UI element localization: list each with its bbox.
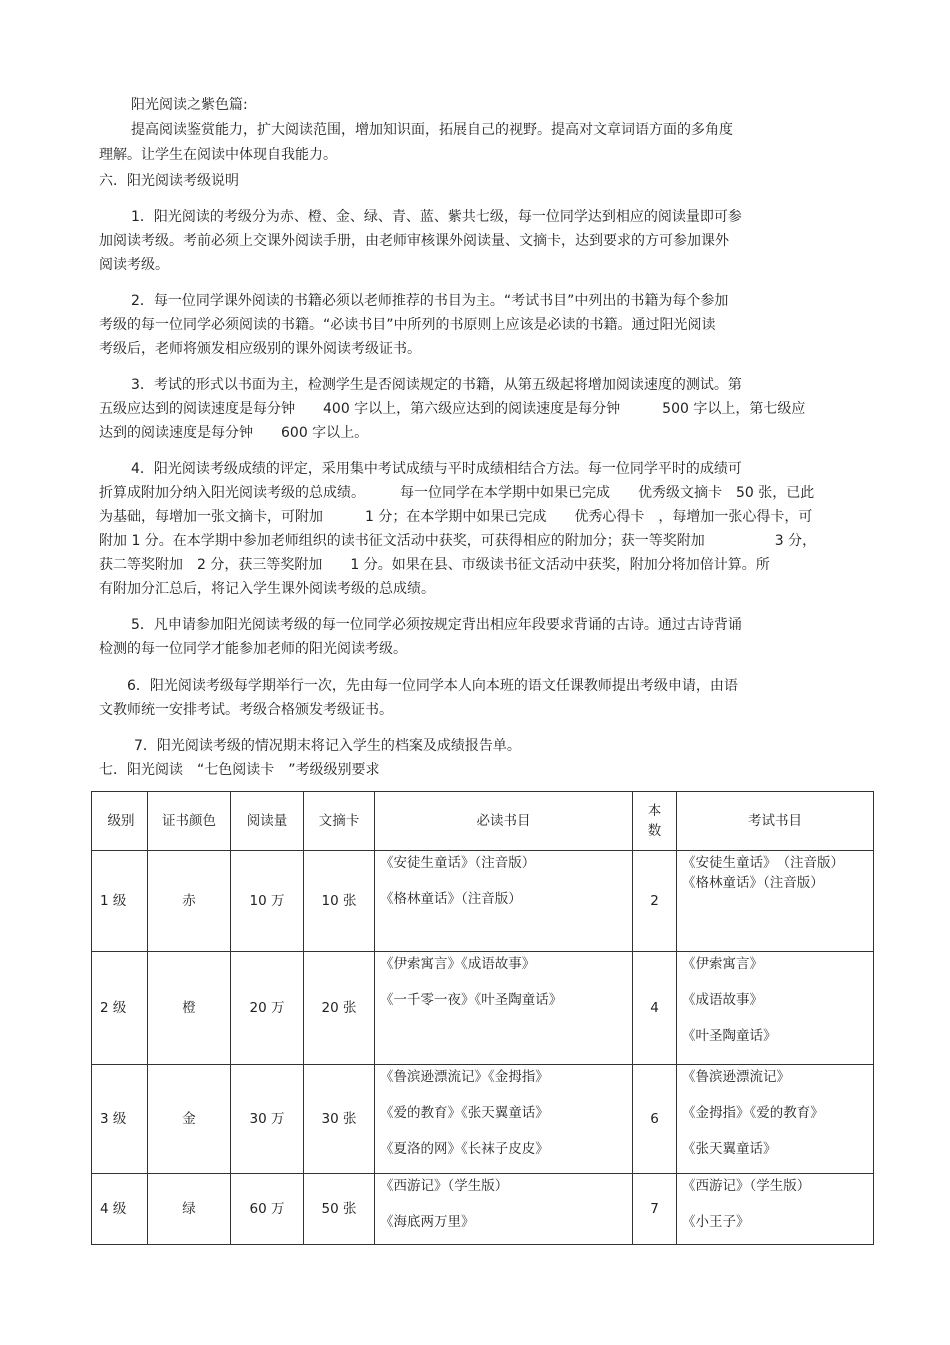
item-6-line-2: 文教师统一安排考试。考级合格颁发考级证书。 bbox=[99, 702, 393, 718]
header-count-line-2: 数 bbox=[647, 823, 662, 839]
cell-count: 7 bbox=[633, 1174, 677, 1245]
item-3-line-2: 五级应达到的阅读速度是每分钟 400 字以上，第六级应达到的阅读速度是每分钟 500 字以上，第七级应 bbox=[99, 401, 806, 417]
table-row bbox=[92, 1174, 874, 1245]
purple-section-title: 阳光阅读之紫色篇: bbox=[131, 97, 248, 113]
cell-count: 2 bbox=[633, 851, 677, 952]
item-1-line-2: 加阅读考级。考前必须上交课外阅读手册，由老师审核课外阅读量、文摘卡，达到要求的方可参加课外 bbox=[99, 233, 729, 249]
cell-cards: 30 张 bbox=[304, 1065, 375, 1174]
item-5-line-1: 5．凡申请参加阳光阅读考级的每一位同学必须按规定背出相应年段要求背诵的古诗。通过古诗背诵 bbox=[131, 617, 742, 633]
purple-section-text-1: 提高阅读鉴赏能力，扩大阅读范围，增加知识面，拓展自己的视野。提高对文章词语方面的多角度 bbox=[131, 122, 733, 138]
cell-exam-books bbox=[677, 1065, 874, 1174]
cell-count: 6 bbox=[633, 1065, 677, 1174]
table-header-row bbox=[92, 792, 874, 851]
header-cards: 文摘卡 bbox=[304, 792, 375, 851]
book-title: 《叶圣陶童话》 bbox=[682, 1028, 777, 1044]
item-4-line-4: 附加 1 分。在本学期中参加老师组织的读书征文活动中获奖，可获得相应的附加分；获一等奖附加 3 分， bbox=[99, 533, 817, 549]
book-title: 《鲁滨逊漂流记》 bbox=[682, 1069, 790, 1085]
book-title: 《鲁滨逊漂流记》《金拇指》 bbox=[380, 1069, 549, 1085]
book-title: 《金拇指》《爱的教育》 bbox=[682, 1105, 824, 1121]
book-title: 《成语故事》 bbox=[682, 992, 763, 1008]
header-level: 级别 bbox=[92, 792, 148, 851]
book-title: 《夏洛的网》《长袜子皮皮》 bbox=[380, 1141, 549, 1157]
cell-level: 2 级 bbox=[92, 952, 148, 1065]
table-row bbox=[92, 1065, 874, 1174]
item-1-line-1: 1．阳光阅读的考级分为赤、橙、金、绿、青、蓝、紫共七级，每一位同学达到相应的阅读量即可参 bbox=[131, 209, 742, 225]
item-4-line-2: 折算成附加分纳入阳光阅读考级的总成绩。 每一位同学在本学期中如果已完成 优秀级文摘卡 50 张，已此 bbox=[99, 485, 815, 501]
cell-required-books bbox=[375, 1174, 633, 1245]
book-title: 《格林童话》（注音版） bbox=[682, 875, 824, 891]
book-title: 《张天翼童话》 bbox=[682, 1141, 777, 1157]
book-title: 《西游记》（学生版） bbox=[682, 1178, 811, 1194]
item-3-line-3: 达到的阅读速度是每分钟 600 字以上。 bbox=[99, 425, 369, 441]
header-exam-books: 考试书目 bbox=[677, 792, 874, 851]
book-title: 《海底两万里》 bbox=[380, 1214, 475, 1230]
table-row bbox=[92, 851, 874, 952]
book-title: 《伊索寓言》《成语故事》 bbox=[380, 956, 536, 972]
cell-color: 橙 bbox=[148, 952, 231, 1065]
cell-required-books bbox=[375, 1065, 633, 1174]
cell-level: 3 级 bbox=[92, 1065, 148, 1174]
cell-level: 1 级 bbox=[92, 851, 148, 952]
purple-section-text-2: 理解。让学生在阅读中体现自我能力。 bbox=[99, 147, 337, 163]
item-2-line-2: 考级的每一位同学必须阅读的书籍。“必读书目”中所列的书原则上应该是必读的书籍。通过阳光阅读 bbox=[99, 317, 716, 333]
item-2-line-3: 考级后，老师将颁发相应级别的课外阅读考级证书。 bbox=[99, 341, 421, 357]
cell-exam-books bbox=[677, 952, 874, 1065]
cell-required-books bbox=[375, 952, 633, 1065]
section-6-heading: 六．阳光阅读考级说明 bbox=[99, 173, 239, 189]
cell-cards: 10 张 bbox=[304, 851, 375, 952]
book-title: 《小王子》 bbox=[682, 1214, 750, 1230]
book-title: 《一千零一夜》《叶圣陶童话》 bbox=[380, 992, 563, 1008]
book-title: 《安徒生童话》 （注音版） bbox=[682, 855, 844, 871]
grade-requirements-table bbox=[91, 791, 874, 1245]
header-volume: 阅读量 bbox=[231, 792, 304, 851]
book-title: 《格林童话》（注音版） bbox=[380, 891, 522, 907]
cell-volume: 10 万 bbox=[231, 851, 304, 952]
cell-cards: 20 张 bbox=[304, 952, 375, 1065]
cell-level: 4 级 bbox=[92, 1174, 148, 1245]
cell-cards: 50 张 bbox=[304, 1174, 375, 1245]
header-count-line-1: 本 bbox=[647, 803, 662, 819]
table-row bbox=[92, 952, 874, 1065]
header-count bbox=[633, 792, 677, 851]
book-title: 《西游记》（学生版） bbox=[380, 1178, 509, 1194]
item-2-line-1: 2．每一位同学课外阅读的书籍必须以老师推荐的书目为主。“考试书目”中列出的书籍为每个参加 bbox=[131, 293, 729, 309]
cell-color: 赤 bbox=[148, 851, 231, 952]
book-title: 《爱的教育》《张天翼童话》 bbox=[380, 1105, 549, 1121]
header-required-books: 必读书目 bbox=[375, 792, 633, 851]
item-4-line-3: 为基础，每增加一张文摘卡，可附加 1 分；在本学期中如果已完成 优秀心得卡 ，每增加一张心得卡，可 bbox=[99, 509, 813, 525]
cell-volume: 60 万 bbox=[231, 1174, 304, 1245]
cell-color: 金 bbox=[148, 1065, 231, 1174]
cell-exam-books bbox=[677, 851, 874, 952]
cell-color: 绿 bbox=[148, 1174, 231, 1245]
cell-volume: 30 万 bbox=[231, 1065, 304, 1174]
item-4-line-1: 4．阳光阅读考级成绩的评定，采用集中考试成绩与平时成绩相结合方法。每一位同学平时的成绩可 bbox=[131, 461, 742, 477]
cell-required-books bbox=[375, 851, 633, 952]
book-title: 《伊索寓言》 bbox=[682, 956, 763, 972]
item-1-line-3: 阅读考级。 bbox=[99, 257, 169, 273]
item-3-line-1: 3．考试的形式以书面为主，检测学生是否阅读规定的书籍，从第五级起将增加阅读速度的测试。第 bbox=[131, 377, 742, 393]
section-7-heading: 七．阳光阅读 “七色阅读卡 ”考级级别要求 bbox=[99, 762, 380, 778]
item-7-line-1: 7．阳光阅读考级的情况期末将记入学生的档案及成绩报告单。 bbox=[134, 738, 521, 754]
cell-exam-books bbox=[677, 1174, 874, 1245]
item-6-line-1: 6．阳光阅读考级每学期举行一次，先由每一位同学本人向本班的语文任课教师提出考级申请，由语 bbox=[127, 678, 738, 694]
item-4-line-6: 有附加分汇总后，将记入学生课外阅读考级的总成绩。 bbox=[99, 581, 435, 597]
cell-count: 4 bbox=[633, 952, 677, 1065]
item-4-line-5: 获二等奖附加 2 分，获三等奖附加 1 分。如果在县、市级读书征文活动中获奖，附加分将加倍计算。所 bbox=[99, 557, 770, 573]
header-color: 证书颜色 bbox=[148, 792, 231, 851]
item-5-line-2: 检测的每一位同学才能参加老师的阳光阅读考级。 bbox=[99, 641, 407, 657]
book-title: 《安徒生童话》（注音版） bbox=[380, 855, 536, 871]
cell-volume: 20 万 bbox=[231, 952, 304, 1065]
